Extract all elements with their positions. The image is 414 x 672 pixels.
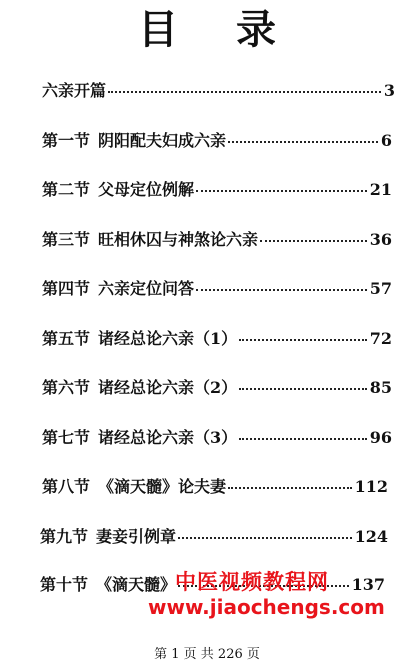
toc-dot-leader <box>196 180 367 192</box>
toc-section-number: 第十节 <box>40 575 89 594</box>
toc-entry-title: 旺相休囚与神煞论六亲 <box>98 230 259 249</box>
toc-dot-leader <box>239 378 367 390</box>
toc-entry-title: 妻妾引例章 <box>96 527 177 546</box>
toc-page-number: 72 <box>369 329 392 348</box>
toc-dot-leader <box>260 230 367 242</box>
toc-page-number: 85 <box>369 378 392 397</box>
toc-entry-title: 《滴天髓》 <box>96 575 177 594</box>
watermark-site-name: 中医视频教程网 <box>175 570 329 594</box>
toc-entry[interactable] <box>42 229 392 251</box>
toc-section-number: 第五节 <box>42 329 91 348</box>
toc-entry-title: 六亲定位问答 <box>98 279 195 298</box>
toc-dot-leader <box>108 81 381 93</box>
page-title: 目 录 <box>138 6 298 53</box>
toc-dot-leader <box>228 131 378 143</box>
toc-entry[interactable] <box>42 328 392 350</box>
toc-section-number: 第三节 <box>42 230 91 249</box>
toc-section-number: 第四节 <box>42 279 91 298</box>
toc-entry[interactable] <box>42 80 395 102</box>
toc-entry[interactable] <box>42 130 392 152</box>
toc-section-number: 第一节 <box>42 131 91 150</box>
toc-page-number: 96 <box>369 428 392 447</box>
toc-section-number: 第八节 <box>42 477 91 496</box>
toc-page-number: 124 <box>354 527 388 546</box>
toc-page-number: 6 <box>380 131 392 150</box>
toc-section-number: 第九节 <box>40 527 89 546</box>
toc-entry[interactable] <box>42 476 388 498</box>
toc-page-number: 112 <box>354 477 388 496</box>
watermark <box>0 566 414 626</box>
toc-entry[interactable] <box>42 427 392 449</box>
toc-page-number: 3 <box>383 81 395 100</box>
toc-entry-title: 阴阳配夫妇成六亲 <box>98 131 227 150</box>
toc-dot-leader <box>239 329 367 341</box>
toc-entry-title: 诸经总论六亲（2） <box>98 378 238 397</box>
toc-section-number: 第六节 <box>42 378 91 397</box>
toc-entry-title: 诸经总论六亲（3） <box>98 428 238 447</box>
toc-entry[interactable] <box>40 526 388 548</box>
toc-entry[interactable] <box>42 179 392 201</box>
page-footer: 第 1 页 共 226 页 <box>154 647 260 662</box>
toc-section-number: 第二节 <box>42 180 91 199</box>
toc-entry-title: 父母定位例解 <box>98 180 195 199</box>
toc-dot-leader <box>228 477 352 489</box>
toc-dot-leader <box>178 527 352 539</box>
toc-entry[interactable] <box>42 377 392 399</box>
toc-entry-title: 六亲开篇 <box>42 81 107 100</box>
toc-page-number: 21 <box>369 180 392 199</box>
toc-entry[interactable] <box>42 278 392 300</box>
toc-entry-title: 《滴天髓》论夫妻 <box>98 477 227 496</box>
toc-dot-leader <box>239 428 367 440</box>
toc-dot-leader <box>196 279 367 291</box>
toc-page-number: 137 <box>351 575 385 594</box>
toc-section-number: 第七节 <box>42 428 91 447</box>
toc-page-number: 57 <box>369 279 392 298</box>
toc-page-number: 36 <box>369 230 392 249</box>
toc-entry-title: 诸经总论六亲（1） <box>98 329 238 348</box>
watermark-url: www.jiaochengs.com <box>148 595 385 619</box>
